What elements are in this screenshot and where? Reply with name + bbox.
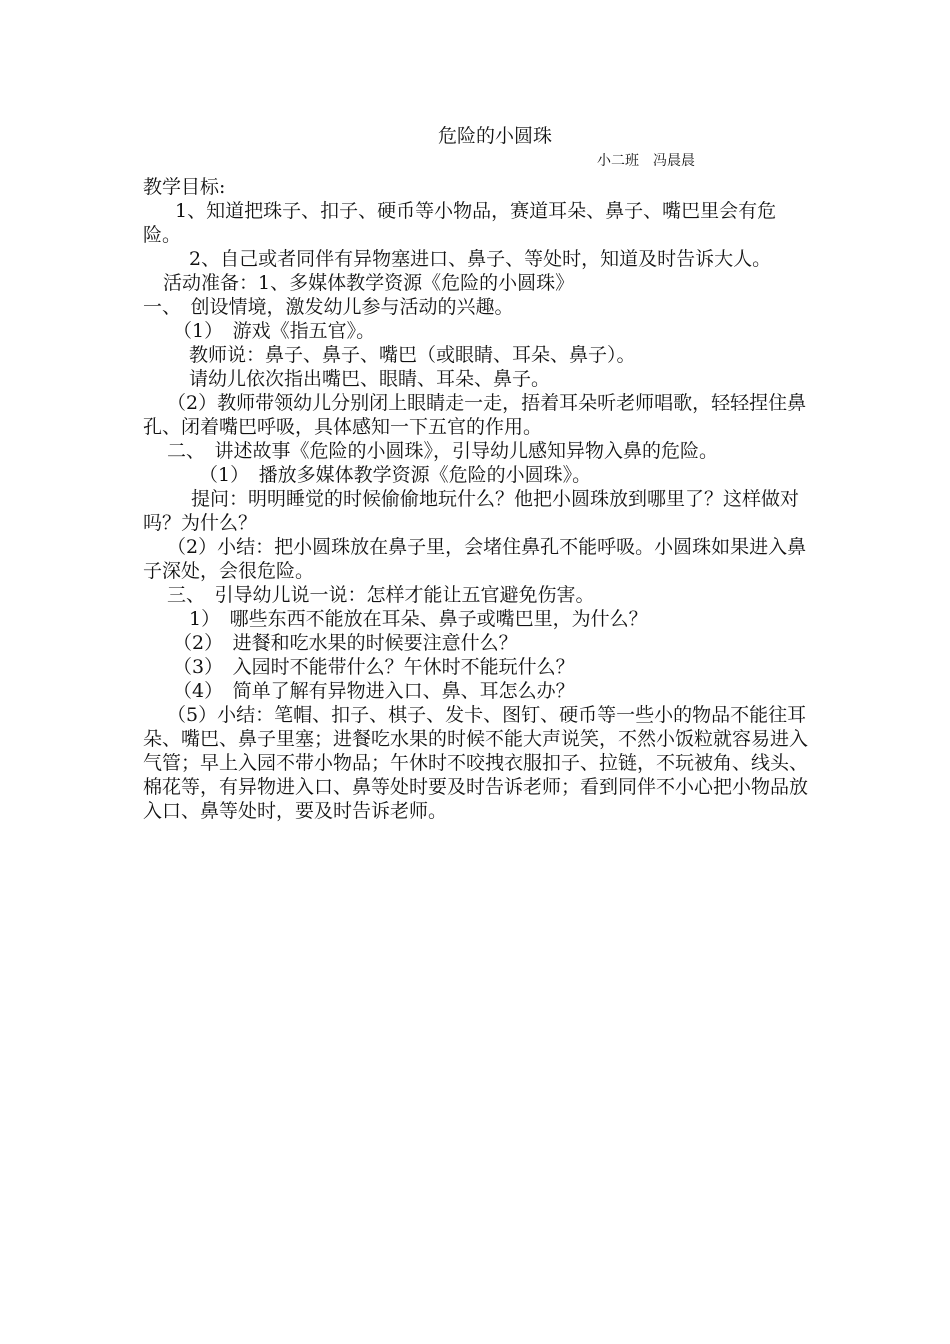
document-paragraph: 二、 讲述故事《危险的小圆珠》，引导幼儿感知异物入鼻的危险。 — [167, 440, 719, 462]
document-paragraph: （2）教师带领幼儿分别闭上眼睛走一走，捂着耳朵听老师唱歌，轻轻捏住鼻孔、闭着嘴巴呼吸，具体感知一下五官的作用。 — [143, 392, 807, 438]
document-body — [143, 175, 813, 823]
document-paragraph: （1） 游戏《指五官》。 — [173, 320, 376, 342]
document-paragraph: 2、自己或者同伴有异物塞进口、鼻子、等处时，知道及时告诉大人。 — [189, 248, 772, 270]
document-paragraph: 教师说：鼻子、鼻子、嘴巴（或眼睛、耳朵、鼻子）。 — [189, 344, 636, 366]
document-paragraph: （5）小结：笔帽、扣子、棋子、发卡、图钉、硬币等一些小的物品不能往耳朵、嘴巴、鼻子里塞；进餐吃水果的时候不能大声说笑，不然小饭粒就容易进入气管；早上入园不带小物品；午休时不咬拽衣服扣子、拉链，不玩被角、线头、棉花等，有异物进入口、鼻等处时要及时告诉老师；看到同伴不小心把小物品放入口、鼻等处时，要及时告诉老师。 — [143, 704, 809, 822]
document-paragraph: （4） 简单了解有异物进入口、鼻、耳怎么办？ — [173, 680, 575, 702]
document-paragraph: 活动准备：1、多媒体教学资源《危险的小圆珠》 — [163, 272, 575, 294]
document-paragraph: （1） 播放多媒体教学资源《危险的小圆珠》。 — [199, 464, 592, 486]
document-paragraph: （2）小结：把小圆珠放在鼻子里，会堵住鼻孔不能呼吸。小圆珠如果进入鼻子深处，会很危险。 — [143, 536, 807, 582]
document-paragraph: 1） 哪些东西不能放在耳朵、鼻子或嘴巴里，为什么？ — [189, 608, 648, 630]
document-paragraph: 1、知道把珠子、扣子、硬币等小物品，赛道耳朵、鼻子、嘴巴里会有危险。 — [143, 200, 777, 246]
document-paragraph: 一、 创设情境，激发幼儿参与活动的兴趣。 — [143, 296, 514, 318]
document-paragraph: （3） 入园时不能带什么？午休时不能玩什么？ — [173, 656, 575, 678]
document-paragraph: 三、 引导幼儿说一说：怎样才能让五官避免伤害。 — [167, 584, 595, 606]
document-paragraph: 提问：明明睡觉的时候偷偷地玩什么？他把小圆珠放到哪里了？这样做对吗？为什么？ — [143, 488, 800, 534]
document-paragraph: （2） 进餐和吃水果的时候要注意什么？ — [173, 632, 518, 654]
document-paragraph: 请幼儿依次指出嘴巴、眼睛、耳朵、鼻子。 — [189, 368, 551, 390]
document-title: 危险的小圆珠 — [438, 125, 553, 147]
document-author: 小二班 冯晨晨 — [597, 153, 695, 169]
document-paragraph: 教学目标: — [143, 176, 226, 198]
